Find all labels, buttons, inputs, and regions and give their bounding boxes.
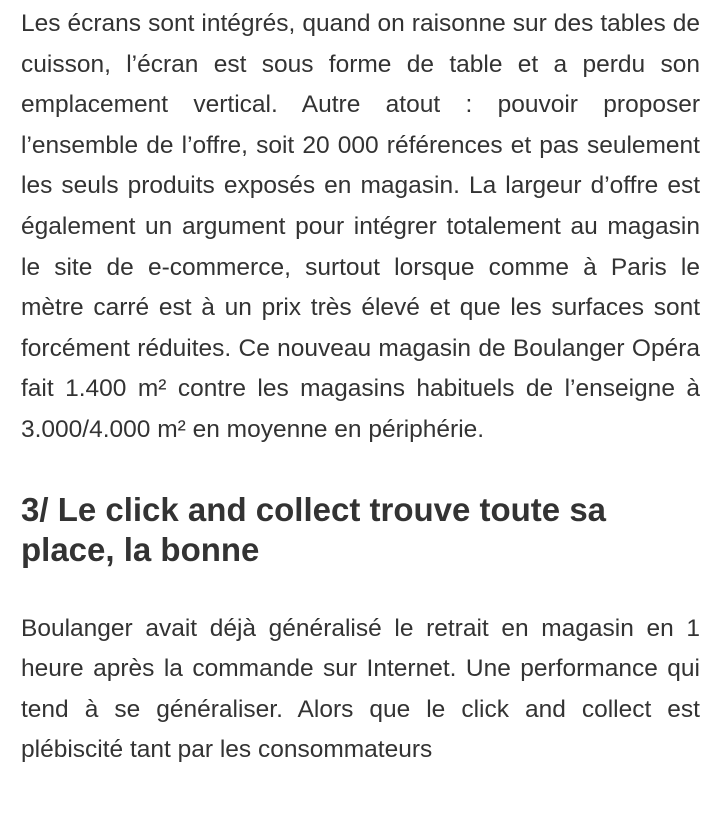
article-paragraph: Les écrans sont intégrés, quand on raisonne sur des tables de cuisson, l’écran est sous forme de table et a perdu son emplacement vertical. Autre atout : pouvoir proposer l’ensemble de l’offre, soit 20 000 références et pas seulement les seuls produits exposés en magasin. La largeur d’offre est également un argument pour intégrer totalement au magasin le site de e-commerce, surtout lorsque comme à Paris le mètre carré est à un prix très élevé et que les surfaces sont forcément réduites. Ce nouveau magasin de Boulanger Opéra fait 1.400 m² contre les magasins habituels de l’enseigne à 3.000/4.000 m² en moyenne en périphérie. [21, 10, 700, 443]
article-body [21, 0, 700, 771]
article-paragraph: Boulanger avait déjà généralisé le retrait en magasin en 1 heure après la commande sur Internet. Une performance qui tend à se généraliser. Alors que le click and collect est plébiscité tant par les consommateurs [21, 614, 700, 764]
section-heading: 3/ Le click and collect trouve toute sa place, la bonne [21, 490, 607, 568]
